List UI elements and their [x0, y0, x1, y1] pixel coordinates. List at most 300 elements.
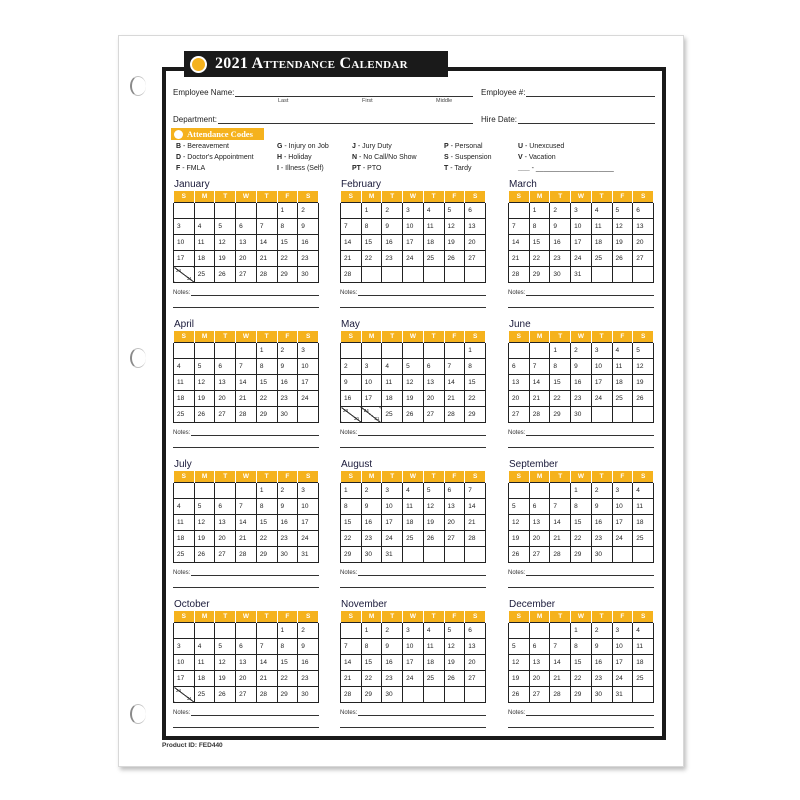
day-cell[interactable]: 10 — [174, 235, 195, 251]
notes-line-2[interactable] — [173, 307, 319, 308]
day-cell[interactable]: 8 — [529, 219, 550, 235]
day-cell[interactable]: 15 — [529, 235, 550, 251]
day-cell[interactable]: 21 — [550, 531, 571, 547]
day-cell[interactable]: 11 — [174, 375, 195, 391]
day-cell[interactable] — [633, 547, 654, 563]
day-cell[interactable]: 27 — [444, 531, 465, 547]
day-cell[interactable]: 5 — [633, 343, 654, 359]
day-cell[interactable]: 28 — [529, 407, 550, 423]
day-cell[interactable]: 8 — [341, 499, 362, 515]
day-cell[interactable]: 21 — [236, 531, 257, 547]
day-cell[interactable]: 31 — [571, 267, 592, 283]
day-cell[interactable]: 31 — [298, 547, 319, 563]
notes-line[interactable] — [358, 708, 486, 716]
day-cell[interactable]: 6 — [465, 623, 486, 639]
day-cell[interactable] — [444, 687, 465, 703]
day-cell[interactable] — [465, 267, 486, 283]
notes-line[interactable] — [358, 568, 486, 576]
department-line[interactable] — [218, 114, 473, 124]
day-cell[interactable]: 30 — [550, 267, 571, 283]
day-cell[interactable] — [529, 343, 550, 359]
day-cell[interactable]: 20 — [215, 531, 236, 547]
day-cell[interactable]: 4 — [633, 483, 654, 499]
day-cell[interactable]: 20 — [633, 235, 654, 251]
day-cell[interactable]: 29 — [550, 407, 571, 423]
day-cell[interactable]: 4 — [591, 203, 612, 219]
day-cell[interactable] — [256, 623, 277, 639]
notes-line[interactable] — [191, 568, 319, 576]
day-cell[interactable]: 27 — [236, 267, 257, 283]
day-cell[interactable]: 27 — [465, 671, 486, 687]
notes-field[interactable] — [173, 428, 319, 436]
day-cell[interactable] — [423, 343, 444, 359]
day-cell[interactable] — [403, 687, 424, 703]
day-cell[interactable]: 28 — [256, 687, 277, 703]
day-cell[interactable] — [465, 547, 486, 563]
day-cell[interactable]: 9 — [341, 375, 362, 391]
day-cell[interactable] — [423, 547, 444, 563]
day-cell[interactable]: 7 — [236, 499, 257, 515]
day-cell[interactable]: 21 — [256, 671, 277, 687]
day-cell[interactable]: 12 — [215, 655, 236, 671]
day-cell[interactable]: 1 — [277, 623, 298, 639]
day-cell[interactable]: 21 — [465, 515, 486, 531]
day-cell[interactable]: 25 — [382, 407, 403, 423]
day-cell[interactable]: 23 — [361, 531, 382, 547]
notes-line[interactable] — [358, 288, 486, 296]
day-cell[interactable]: 24 31 — [174, 267, 195, 283]
notes-line-2[interactable] — [340, 447, 486, 448]
day-cell[interactable]: 22 — [361, 251, 382, 267]
day-cell[interactable]: 23 — [571, 391, 592, 407]
day-cell[interactable]: 10 — [174, 655, 195, 671]
day-cell[interactable]: 17 — [403, 655, 424, 671]
day-cell[interactable]: 13 — [423, 375, 444, 391]
day-cell[interactable]: 3 — [591, 343, 612, 359]
day-cell[interactable]: 4 — [194, 639, 215, 655]
day-cell[interactable]: 11 — [633, 499, 654, 515]
day-cell[interactable]: 9 — [361, 499, 382, 515]
day-cell[interactable]: 28 — [341, 267, 362, 283]
day-cell[interactable]: 3 — [403, 203, 424, 219]
day-cell[interactable]: 24 31 — [361, 407, 382, 423]
day-cell[interactable]: 4 — [174, 359, 195, 375]
day-cell[interactable] — [444, 343, 465, 359]
notes-field[interactable] — [508, 708, 654, 716]
day-cell[interactable]: 18 — [633, 515, 654, 531]
day-cell[interactable]: 2 — [341, 359, 362, 375]
day-cell[interactable]: 17 — [174, 671, 195, 687]
day-cell[interactable] — [382, 267, 403, 283]
day-cell[interactable]: 14 — [550, 655, 571, 671]
day-cell[interactable]: 12 — [444, 639, 465, 655]
day-cell[interactable] — [633, 267, 654, 283]
day-cell[interactable]: 17 — [298, 375, 319, 391]
day-cell[interactable]: 25 — [403, 531, 424, 547]
day-cell[interactable]: 4 — [423, 203, 444, 219]
day-cell[interactable] — [444, 547, 465, 563]
day-cell[interactable]: 16 — [550, 235, 571, 251]
day-cell[interactable]: 30 — [591, 547, 612, 563]
day-cell[interactable]: 1 — [256, 343, 277, 359]
day-cell[interactable]: 7 — [465, 483, 486, 499]
day-cell[interactable] — [550, 483, 571, 499]
day-cell[interactable]: 14 — [550, 515, 571, 531]
day-cell[interactable]: 14 — [256, 655, 277, 671]
day-cell[interactable]: 5 — [194, 499, 215, 515]
day-cell[interactable]: 6 — [444, 483, 465, 499]
notes-field[interactable] — [508, 288, 654, 296]
day-cell[interactable]: 24 — [298, 391, 319, 407]
day-cell[interactable]: 12 — [509, 655, 530, 671]
day-cell[interactable]: 20 — [465, 235, 486, 251]
day-cell[interactable]: 15 — [550, 375, 571, 391]
day-cell[interactable]: 3 — [571, 203, 592, 219]
notes-field[interactable] — [340, 708, 486, 716]
day-cell[interactable]: 19 — [633, 375, 654, 391]
day-cell[interactable]: 14 — [465, 499, 486, 515]
day-cell[interactable] — [529, 623, 550, 639]
day-cell[interactable] — [194, 623, 215, 639]
day-cell[interactable]: 13 — [529, 655, 550, 671]
day-cell[interactable]: 18 — [403, 515, 424, 531]
day-cell[interactable]: 7 — [341, 639, 362, 655]
day-cell[interactable]: 20 — [465, 655, 486, 671]
employee-name-field[interactable] — [173, 87, 473, 97]
day-cell[interactable]: 1 — [465, 343, 486, 359]
day-cell[interactable]: 24 31 — [174, 687, 195, 703]
day-cell[interactable]: 9 — [382, 639, 403, 655]
day-cell[interactable]: 25 — [174, 547, 195, 563]
day-cell[interactable]: 27 — [423, 407, 444, 423]
day-cell[interactable]: 26 — [612, 251, 633, 267]
day-cell[interactable]: 16 — [361, 515, 382, 531]
day-cell[interactable]: 4 — [633, 623, 654, 639]
day-cell[interactable] — [361, 343, 382, 359]
notes-field[interactable] — [508, 428, 654, 436]
day-cell[interactable]: 5 — [444, 623, 465, 639]
notes-line[interactable] — [526, 568, 654, 576]
day-cell[interactable]: 19 — [509, 671, 530, 687]
day-cell[interactable]: 19 — [444, 655, 465, 671]
day-cell[interactable]: 7 — [236, 359, 257, 375]
day-cell[interactable]: 10 — [591, 359, 612, 375]
day-cell[interactable]: 23 — [277, 391, 298, 407]
day-cell[interactable]: 28 — [465, 531, 486, 547]
day-cell[interactable] — [194, 203, 215, 219]
day-cell[interactable]: 3 — [298, 343, 319, 359]
day-cell[interactable]: 21 — [341, 251, 362, 267]
day-cell[interactable]: 23 — [591, 531, 612, 547]
day-cell[interactable]: 3 — [361, 359, 382, 375]
day-cell[interactable]: 12 — [423, 499, 444, 515]
day-cell[interactable]: 11 — [633, 639, 654, 655]
day-cell[interactable]: 22 — [277, 251, 298, 267]
day-cell[interactable]: 10 — [612, 499, 633, 515]
day-cell[interactable]: 20 — [423, 391, 444, 407]
notes-line[interactable] — [191, 708, 319, 716]
day-cell[interactable]: 10 — [612, 639, 633, 655]
day-cell[interactable]: 28 — [256, 267, 277, 283]
notes-line[interactable] — [526, 708, 654, 716]
day-cell[interactable]: 24 — [403, 251, 424, 267]
day-cell[interactable]: 19 — [403, 391, 424, 407]
day-cell[interactable]: 26 — [194, 547, 215, 563]
day-cell[interactable]: 14 — [341, 235, 362, 251]
day-cell[interactable]: 10 — [361, 375, 382, 391]
day-cell[interactable]: 18 — [174, 391, 195, 407]
day-cell[interactable] — [236, 623, 257, 639]
day-cell[interactable]: 12 — [509, 515, 530, 531]
day-cell[interactable]: 20 — [215, 391, 236, 407]
day-cell[interactable] — [403, 267, 424, 283]
day-cell[interactable]: 25 — [633, 671, 654, 687]
day-cell[interactable]: 23 — [277, 531, 298, 547]
day-cell[interactable]: 31 — [382, 547, 403, 563]
day-cell[interactable]: 18 — [423, 655, 444, 671]
day-cell[interactable]: 11 — [194, 235, 215, 251]
day-cell[interactable] — [423, 267, 444, 283]
day-cell[interactable]: 25 — [612, 391, 633, 407]
day-cell[interactable]: 8 — [550, 359, 571, 375]
day-cell[interactable]: 9 — [571, 359, 592, 375]
day-cell[interactable]: 25 — [194, 267, 215, 283]
day-cell[interactable]: 15 — [277, 655, 298, 671]
day-cell[interactable] — [341, 343, 362, 359]
day-cell[interactable]: 14 — [444, 375, 465, 391]
notes-line[interactable] — [191, 428, 319, 436]
day-cell[interactable]: 5 — [194, 359, 215, 375]
day-cell[interactable] — [236, 203, 257, 219]
day-cell[interactable]: 12 — [194, 375, 215, 391]
day-cell[interactable]: 10 — [298, 499, 319, 515]
day-cell[interactable]: 6 — [529, 499, 550, 515]
notes-line-2[interactable] — [508, 447, 654, 448]
day-cell[interactable]: 15 — [361, 655, 382, 671]
day-cell[interactable]: 22 — [277, 671, 298, 687]
day-cell[interactable] — [612, 547, 633, 563]
day-cell[interactable]: 26 — [509, 687, 530, 703]
day-cell[interactable] — [215, 483, 236, 499]
day-cell[interactable] — [529, 483, 550, 499]
day-cell[interactable]: 30 — [298, 267, 319, 283]
day-cell[interactable]: 30 — [277, 547, 298, 563]
notes-line-2[interactable] — [340, 307, 486, 308]
day-cell[interactable]: 9 — [277, 359, 298, 375]
day-cell[interactable]: 19 — [194, 531, 215, 547]
day-cell[interactable]: 6 — [215, 499, 236, 515]
day-cell[interactable] — [633, 687, 654, 703]
day-cell[interactable]: 16 — [298, 235, 319, 251]
day-cell[interactable]: 13 — [465, 219, 486, 235]
day-cell[interactable]: 17 — [403, 235, 424, 251]
day-cell[interactable]: 30 — [298, 687, 319, 703]
day-cell[interactable] — [215, 203, 236, 219]
day-cell[interactable]: 26 — [423, 531, 444, 547]
day-cell[interactable]: 16 — [382, 235, 403, 251]
day-cell[interactable]: 17 — [591, 375, 612, 391]
day-cell[interactable]: 21 — [509, 251, 530, 267]
day-cell[interactable]: 13 — [236, 235, 257, 251]
day-cell[interactable] — [174, 623, 195, 639]
notes-line-2[interactable] — [340, 727, 486, 728]
day-cell[interactable]: 29 — [571, 687, 592, 703]
day-cell[interactable]: 10 — [403, 639, 424, 655]
day-cell[interactable]: 22 — [571, 531, 592, 547]
day-cell[interactable]: 28 — [550, 547, 571, 563]
day-cell[interactable]: 29 — [256, 547, 277, 563]
day-cell[interactable]: 11 — [174, 515, 195, 531]
day-cell[interactable]: 6 — [529, 639, 550, 655]
day-cell[interactable]: 8 — [361, 219, 382, 235]
day-cell[interactable] — [174, 343, 195, 359]
day-cell[interactable]: 20 — [236, 251, 257, 267]
day-cell[interactable]: 1 — [341, 483, 362, 499]
notes-line[interactable] — [191, 288, 319, 296]
day-cell[interactable]: 20 — [509, 391, 530, 407]
day-cell[interactable] — [612, 267, 633, 283]
notes-field[interactable] — [173, 288, 319, 296]
day-cell[interactable] — [361, 267, 382, 283]
notes-line-2[interactable] — [508, 307, 654, 308]
day-cell[interactable]: 1 — [361, 623, 382, 639]
day-cell[interactable]: 13 — [509, 375, 530, 391]
day-cell[interactable]: 19 — [612, 235, 633, 251]
day-cell[interactable]: 9 — [382, 219, 403, 235]
day-cell[interactable]: 12 — [194, 515, 215, 531]
day-cell[interactable]: 17 — [382, 515, 403, 531]
day-cell[interactable]: 6 — [633, 203, 654, 219]
day-cell[interactable]: 3 — [298, 483, 319, 499]
day-cell[interactable]: 14 — [256, 235, 277, 251]
day-cell[interactable]: 8 — [361, 639, 382, 655]
day-cell[interactable] — [256, 203, 277, 219]
day-cell[interactable]: 30 — [277, 407, 298, 423]
day-cell[interactable]: 13 — [444, 499, 465, 515]
day-cell[interactable]: 24 — [298, 531, 319, 547]
day-cell[interactable]: 13 — [215, 375, 236, 391]
day-cell[interactable]: 2 — [298, 623, 319, 639]
day-cell[interactable]: 25 — [174, 407, 195, 423]
day-cell[interactable] — [215, 343, 236, 359]
day-cell[interactable]: 25 — [423, 671, 444, 687]
day-cell[interactable]: 11 — [194, 655, 215, 671]
day-cell[interactable] — [423, 687, 444, 703]
day-cell[interactable]: 22 — [361, 671, 382, 687]
day-cell[interactable]: 7 — [256, 219, 277, 235]
day-cell[interactable]: 25 — [633, 531, 654, 547]
day-cell[interactable]: 5 — [215, 219, 236, 235]
day-cell[interactable]: 28 — [550, 687, 571, 703]
day-cell[interactable] — [550, 623, 571, 639]
day-cell[interactable]: 22 — [571, 671, 592, 687]
day-cell[interactable]: 6 — [236, 639, 257, 655]
notes-field[interactable] — [173, 708, 319, 716]
notes-line-2[interactable] — [173, 587, 319, 588]
day-cell[interactable]: 12 — [612, 219, 633, 235]
day-cell[interactable]: 26 — [509, 547, 530, 563]
day-cell[interactable]: 1 — [571, 483, 592, 499]
day-cell[interactable]: 21 — [256, 251, 277, 267]
day-cell[interactable]: 21 — [444, 391, 465, 407]
notes-line-2[interactable] — [508, 727, 654, 728]
day-cell[interactable]: 6 — [423, 359, 444, 375]
day-cell[interactable]: 16 — [298, 655, 319, 671]
day-cell[interactable]: 15 — [341, 515, 362, 531]
day-cell[interactable]: 18 — [591, 235, 612, 251]
day-cell[interactable]: 9 — [550, 219, 571, 235]
day-cell[interactable]: 13 — [633, 219, 654, 235]
notes-field[interactable] — [508, 568, 654, 576]
day-cell[interactable]: 29 — [277, 687, 298, 703]
day-cell[interactable]: 27 — [529, 547, 550, 563]
day-cell[interactable]: 29 — [277, 267, 298, 283]
day-cell[interactable]: 4 — [174, 499, 195, 515]
day-cell[interactable]: 1 — [361, 203, 382, 219]
day-cell[interactable]: 29 — [341, 547, 362, 563]
day-cell[interactable]: 23 — [298, 671, 319, 687]
notes-line[interactable] — [358, 428, 486, 436]
day-cell[interactable]: 15 — [277, 235, 298, 251]
notes-line[interactable] — [526, 428, 654, 436]
day-cell[interactable]: 10 — [382, 499, 403, 515]
day-cell[interactable]: 10 — [571, 219, 592, 235]
day-cell[interactable]: 31 — [612, 687, 633, 703]
day-cell[interactable]: 24 — [612, 671, 633, 687]
day-cell[interactable]: 27 — [529, 687, 550, 703]
day-cell[interactable]: 28 — [444, 407, 465, 423]
day-cell[interactable]: 2 — [571, 343, 592, 359]
day-cell[interactable]: 16 — [571, 375, 592, 391]
day-cell[interactable]: 22 — [256, 531, 277, 547]
day-cell[interactable]: 18 — [194, 671, 215, 687]
department-field[interactable] — [173, 114, 473, 124]
day-cell[interactable]: 7 — [444, 359, 465, 375]
day-cell[interactable] — [298, 407, 319, 423]
day-cell[interactable]: 5 — [612, 203, 633, 219]
day-cell[interactable]: 3 — [382, 483, 403, 499]
day-cell[interactable]: 5 — [423, 483, 444, 499]
day-cell[interactable]: 5 — [215, 639, 236, 655]
day-cell[interactable]: 30 — [571, 407, 592, 423]
day-cell[interactable]: 20 — [529, 531, 550, 547]
day-cell[interactable]: 4 — [382, 359, 403, 375]
day-cell[interactable]: 24 — [403, 671, 424, 687]
day-cell[interactable]: 2 — [277, 343, 298, 359]
day-cell[interactable]: 9 — [277, 499, 298, 515]
day-cell[interactable]: 30 — [382, 687, 403, 703]
day-cell[interactable]: 18 — [423, 235, 444, 251]
day-cell[interactable]: 2 — [361, 483, 382, 499]
day-cell[interactable]: 28 — [236, 547, 257, 563]
day-cell[interactable]: 1 — [550, 343, 571, 359]
day-cell[interactable]: 27 — [215, 407, 236, 423]
day-cell[interactable]: 16 — [591, 515, 612, 531]
day-cell[interactable]: 2 — [298, 203, 319, 219]
day-cell[interactable]: 26 — [633, 391, 654, 407]
day-cell[interactable]: 10 — [298, 359, 319, 375]
day-cell[interactable] — [509, 623, 530, 639]
day-cell[interactable]: 23 — [382, 251, 403, 267]
day-cell[interactable]: 17 — [361, 391, 382, 407]
day-cell[interactable]: 4 — [403, 483, 424, 499]
day-cell[interactable]: 17 — [612, 515, 633, 531]
day-cell[interactable]: 8 — [256, 359, 277, 375]
day-cell[interactable]: 9 — [298, 639, 319, 655]
day-cell[interactable] — [382, 343, 403, 359]
notes-field[interactable] — [340, 288, 486, 296]
day-cell[interactable]: 22 — [256, 391, 277, 407]
